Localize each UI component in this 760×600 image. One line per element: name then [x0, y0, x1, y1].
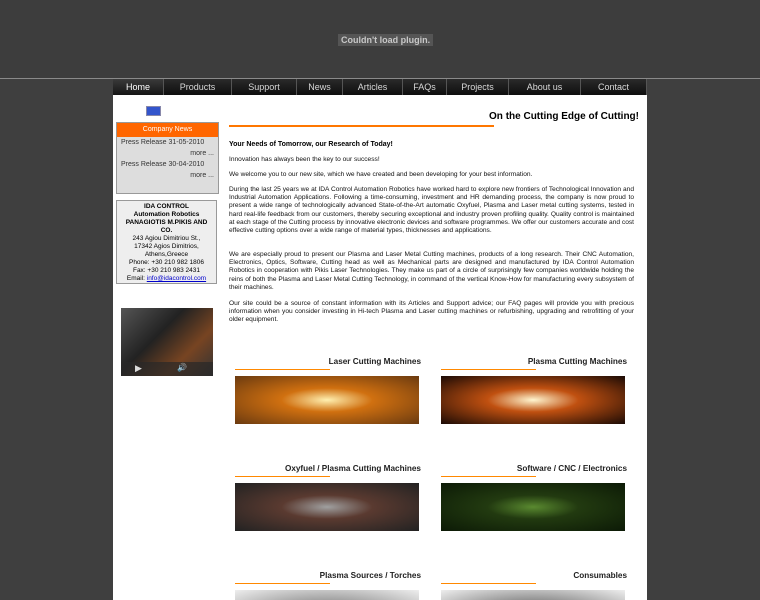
email-label: Email:	[126, 275, 147, 282]
section-plasma-image[interactable]	[441, 376, 625, 424]
news-item-2[interactable]: Press Release 30-04-2010	[121, 161, 205, 168]
nav-tab-contact[interactable]: Contact	[581, 79, 647, 95]
section-oxyfuel-title[interactable]: Oxyfuel / Plasma Cutting Machines	[284, 464, 421, 473]
address-line-2: 17342 Agios Dimitrios,	[134, 243, 199, 250]
section-software[interactable]	[441, 464, 627, 531]
plugin-area	[0, 0, 760, 79]
section-laser[interactable]	[235, 357, 421, 424]
paragraph-2: We welcome you to our new site, which we have created and been developing for your best information.	[229, 171, 533, 178]
nav-tab-news[interactable]: News	[297, 79, 343, 95]
section-sources-image[interactable]	[235, 590, 419, 600]
fax: Fax: +30 210 983 2431	[132, 267, 201, 274]
section-software-underline	[441, 476, 536, 477]
tagline-underline	[229, 125, 494, 127]
section-software-image[interactable]	[441, 483, 625, 531]
tagline: On the Cutting Edge of Cutting!	[489, 111, 639, 122]
nav-tab-home[interactable]: Home	[113, 79, 164, 95]
news-item-1[interactable]: Press Release 31-05-2010	[121, 139, 205, 146]
contact-box	[116, 200, 217, 284]
page-content	[113, 95, 647, 600]
nav-tab-projects[interactable]: Projects	[447, 79, 509, 95]
company-name-1: IDA CONTROL	[144, 203, 189, 210]
nav-tab-articles[interactable]: Articles	[343, 79, 403, 95]
section-oxyfuel[interactable]	[235, 464, 421, 531]
paragraph-1: Innovation has always been the key to our success!	[229, 156, 380, 163]
phone: Phone: +30 210 982 1806	[128, 259, 204, 266]
video-player[interactable]	[121, 308, 213, 376]
section-sources-underline	[235, 583, 330, 584]
paragraph-4: We are especially proud to present our Plasma and Laser Metal Cutting machines, products of a long research. Their CNC Automation, Electronics, Optics, Software, Cutting head as well as Mechanical parts are designed and manufactured by IDA Control Automation Robotics in cooperation with Pikis Laser Technologies. They make us part of a circle of surprisingly few companies worldwide holding the reins of both the Plasma and Laser Metal Cutting Technology, in command of the vertical Know-How for manufacturing every subsystem of their machines.	[229, 251, 634, 291]
company-news-title: Company News	[117, 123, 218, 137]
address-line-1: 243 Agiou Dimitriou St.,	[132, 235, 201, 242]
section-laser-underline	[235, 369, 330, 370]
video-controls	[121, 362, 213, 376]
section-laser-image[interactable]	[235, 376, 419, 424]
company-name-2: Automation Robotics	[133, 211, 200, 218]
play-icon[interactable]: ▶	[135, 363, 142, 373]
company-name-3: PANAGIOTIS M.PIKIS AND	[125, 219, 208, 226]
paragraph-3: During the last 25 years we at IDA Control Automation Robotics have worked hard to explore new frontiers of Technological Innovation and Industrial Automation Applications. Following a time-consuming, investment and HR demanding process, the company is now proud to present a wide range of technologically advanced State-of-the-Art automatic Oxyfuel, Plasma and Laser metal cutting systems, tested in hard real-life feedback from our customers, thereby securing exceptional and industry proven profiling quality. Quality control is maintained at each stage of the Cutting process by innovative electronic devices and software programmes. We offer our customers accurate and cost effective cutting options over a wide range of material types, thicknesses and applications.	[229, 186, 634, 235]
section-consumables-image[interactable]	[441, 590, 625, 600]
nav-tab-support[interactable]: Support	[232, 79, 297, 95]
address-line-3: Athens,Greece	[144, 251, 189, 258]
section-plasma-underline	[441, 369, 536, 370]
section-laser-title[interactable]: Laser Cutting Machines	[328, 357, 421, 366]
section-plasma-title[interactable]: Plasma Cutting Machines	[527, 357, 627, 366]
email-row	[117, 275, 216, 283]
section-consumables-underline	[441, 583, 536, 584]
main-navigation	[113, 79, 647, 95]
news-more-link-2[interactable]: more ...	[190, 172, 214, 179]
company-name-4: CO.	[160, 227, 173, 234]
section-plasma[interactable]	[441, 357, 627, 424]
nav-tab-about-us[interactable]: About us	[509, 79, 581, 95]
nav-tab-products[interactable]: Products	[164, 79, 232, 95]
news-more-link-1[interactable]: more ...	[190, 150, 214, 157]
language-flag-icon[interactable]	[146, 106, 161, 116]
section-software-title[interactable]: Software / CNC / Electronics	[516, 464, 627, 473]
intro-title: Your Needs of Tomorrow, our Research of Today!	[229, 141, 393, 148]
section-consumables[interactable]	[441, 571, 627, 600]
email-link[interactable]: info@idacontrol.com	[146, 275, 207, 282]
paragraph-5: Our site could be a source of constant information with its Articles and Support advice; our FAQ pages will provide you with precious information when you consider investing in Hi-tech Plasma and Laser cutting machines or refurbishing, upgrading and retrofitting of your older equipment.	[229, 300, 634, 324]
section-oxyfuel-image[interactable]	[235, 483, 419, 531]
section-oxyfuel-underline	[235, 476, 330, 477]
plugin-error-message: Couldn't load plugin.	[338, 34, 433, 46]
section-sources[interactable]	[235, 571, 421, 600]
company-news-box	[116, 122, 219, 194]
section-sources-title[interactable]: Plasma Sources / Torches	[319, 571, 421, 580]
nav-tab-faqs[interactable]: FAQs	[403, 79, 447, 95]
volume-icon[interactable]: 🔊	[177, 363, 187, 372]
section-consumables-title[interactable]: Consumables	[573, 571, 627, 580]
